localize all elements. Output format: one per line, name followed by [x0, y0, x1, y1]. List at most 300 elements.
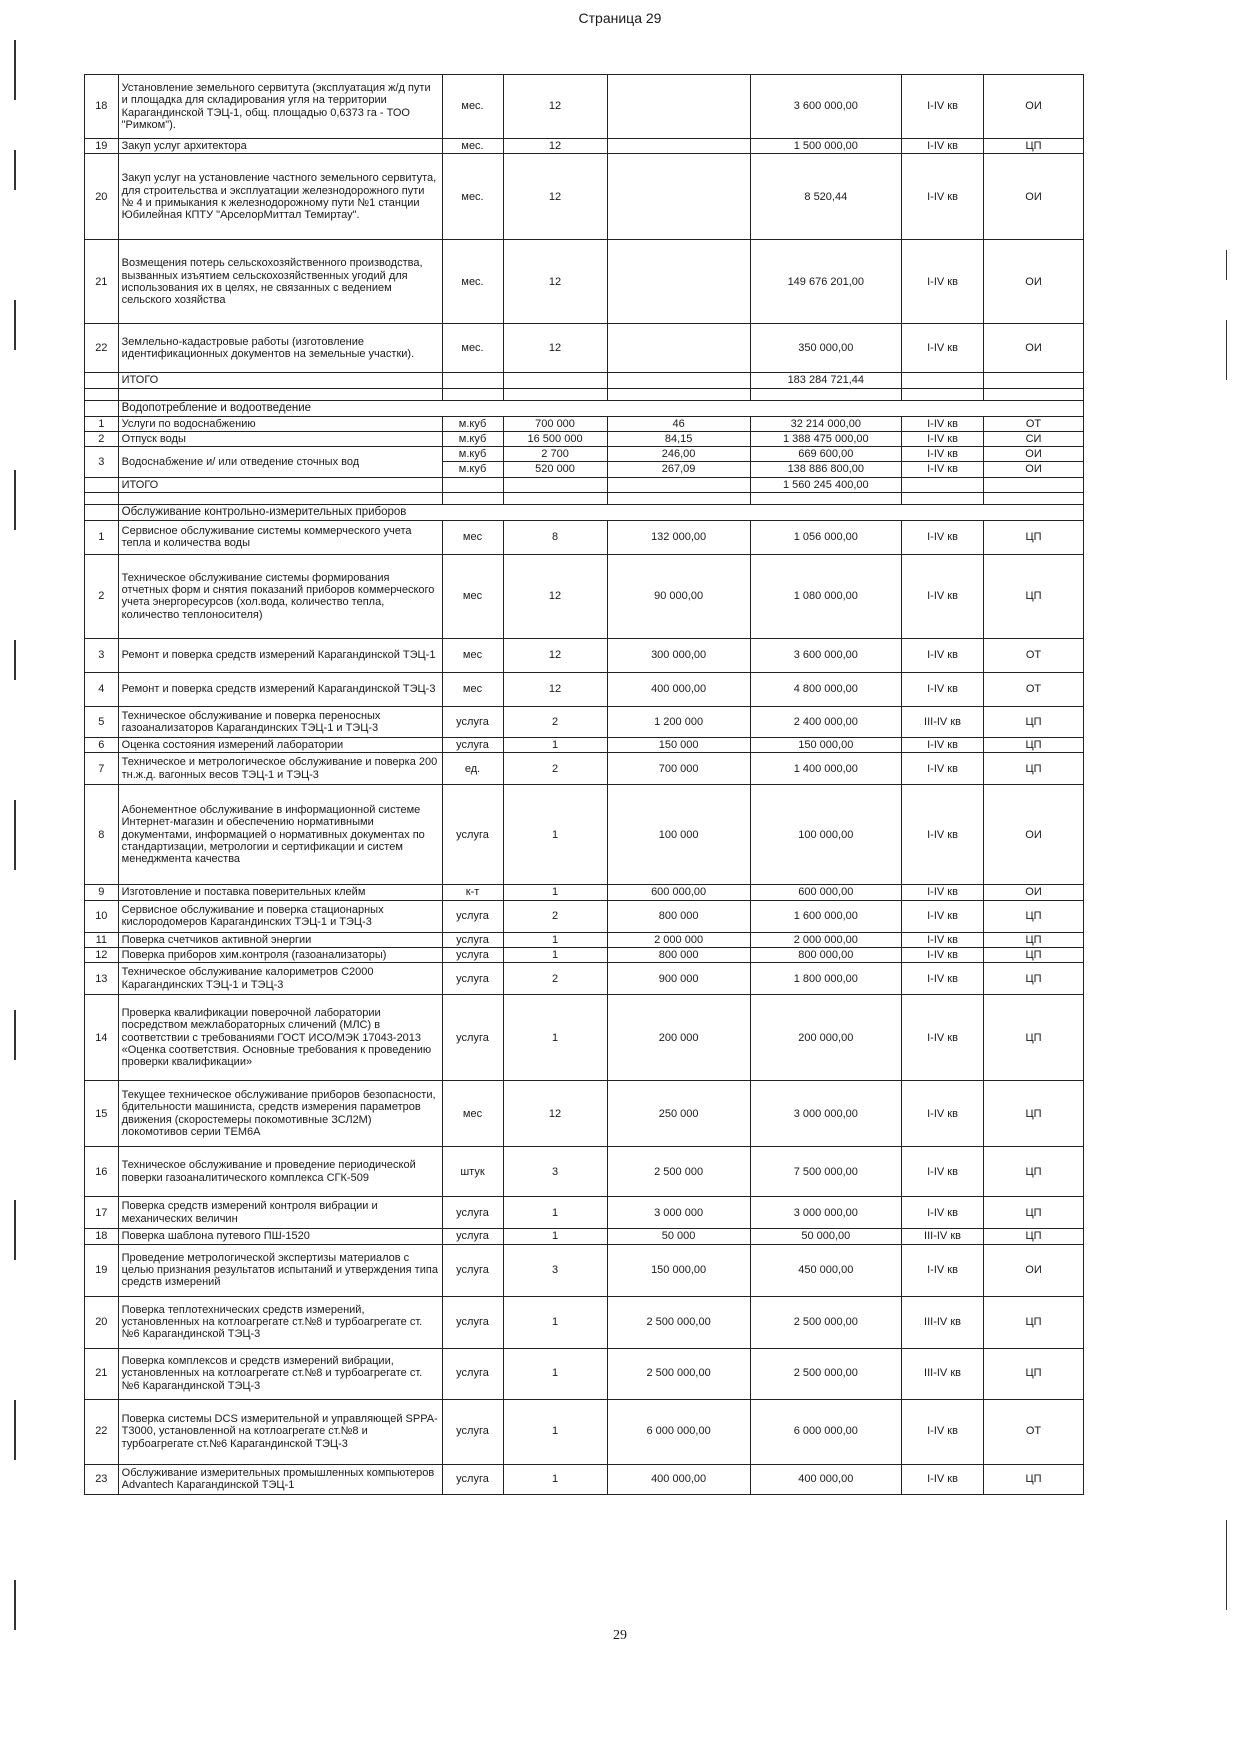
table-row — [85, 947, 1084, 962]
row-sum: 7 500 000,00 — [750, 1147, 901, 1197]
row-number: 18 — [85, 1229, 119, 1244]
row-unit: мес — [442, 638, 503, 672]
row-type: ЦП — [984, 139, 1084, 154]
row-sum: 200 000,00 — [750, 995, 901, 1081]
row-period: I-IV кв — [902, 520, 984, 554]
row-quantity: 520 000 — [503, 462, 607, 477]
row-number: 14 — [85, 995, 119, 1081]
row-quantity: 700 000 — [503, 416, 607, 431]
scan-margin-mark — [1226, 320, 1227, 380]
row-period: I-IV кв — [902, 932, 984, 947]
row-sum: 6 000 000,00 — [750, 1399, 901, 1464]
row-unit: услуга — [442, 1296, 503, 1348]
row-type: ЦП — [984, 1229, 1084, 1244]
table-row — [85, 447, 1084, 462]
row-period — [902, 477, 984, 492]
row-price: 900 000 — [607, 963, 750, 995]
row-type: ЦП — [984, 520, 1084, 554]
row-sum: 2 400 000,00 — [750, 706, 901, 737]
row-period: III-IV кв — [902, 1296, 984, 1348]
table-row — [85, 416, 1084, 431]
row-number: 5 — [85, 706, 119, 737]
row-type: ОИ — [984, 240, 1084, 324]
row-sum: 350 000,00 — [750, 324, 901, 373]
row-type: ЦП — [984, 1147, 1084, 1197]
row-price — [607, 240, 750, 324]
row-name: Изготовление и поставка поверительных клейм — [118, 885, 442, 900]
row-price: 246,00 — [607, 447, 750, 462]
table-row — [85, 240, 1084, 324]
row-price: 200 000 — [607, 995, 750, 1081]
row-unit: к-т — [442, 885, 503, 900]
row-name: Техническое обслуживание и проведение периодической поверки газоаналитического комплекса СГК-509 — [118, 1147, 442, 1197]
table-row — [85, 520, 1084, 554]
row-quantity: 12 — [503, 638, 607, 672]
section-header-row — [85, 400, 1084, 416]
row-type: ОИ — [984, 462, 1084, 477]
spacer-row — [85, 493, 1084, 505]
row-quantity: 12 — [503, 240, 607, 324]
row-type: ЦП — [984, 963, 1084, 995]
row-quantity: 1 — [503, 995, 607, 1081]
row-period: I-IV кв — [902, 462, 984, 477]
row-period: III-IV кв — [902, 1229, 984, 1244]
row-type: ЦП — [984, 1348, 1084, 1399]
row-price: 700 000 — [607, 753, 750, 785]
row-sum: 1 500 000,00 — [750, 139, 901, 154]
table-row — [85, 1197, 1084, 1229]
row-unit: услуга — [442, 1244, 503, 1296]
table-row — [85, 1147, 1084, 1197]
row-name: Абонементное обслуживание в информационной системе Интернет-магазин и обеспечению нормативными документами, информацией о нормативных документах по стандартизации, метрологии и сертификации и систем менеджмента качества — [118, 785, 442, 885]
row-quantity: 2 700 — [503, 447, 607, 462]
row-price: 150 000 — [607, 737, 750, 752]
table-row — [85, 1296, 1084, 1348]
row-period: I-IV кв — [902, 416, 984, 431]
row-number: 12 — [85, 947, 119, 962]
row-type: ОТ — [984, 672, 1084, 706]
table-row — [85, 139, 1084, 154]
row-period: I-IV кв — [902, 885, 984, 900]
row-type: ОИ — [984, 324, 1084, 373]
row-type: ЦП — [984, 1081, 1084, 1147]
row-number: 7 — [85, 753, 119, 785]
row-unit: услуга — [442, 900, 503, 932]
row-unit: мес — [442, 1081, 503, 1147]
row-quantity: 3 — [503, 1244, 607, 1296]
row-sum: 3 000 000,00 — [750, 1081, 901, 1147]
section-title: Обслуживание контрольно-измерительных приборов — [118, 505, 1083, 521]
table-row — [85, 75, 1084, 139]
row-sum: 138 886 800,00 — [750, 462, 901, 477]
row-price: 6 000 000,00 — [607, 1399, 750, 1464]
row-price: 90 000,00 — [607, 554, 750, 638]
row-name: Проведение метрологической экспертизы материалов с целью признания результатов испытаний и утверждения типа средств измерений — [118, 1244, 442, 1296]
row-unit: услуга — [442, 1399, 503, 1464]
page-header: Страница 29 — [578, 10, 662, 26]
row-sum: 150 000,00 — [750, 737, 901, 752]
row-price — [607, 373, 750, 388]
row-period: I-IV кв — [902, 672, 984, 706]
row-price: 1 200 000 — [607, 706, 750, 737]
row-name: Техническое и метрологическое обслуживание и поверка 200 тн.ж.д. вагонных весов ТЭЦ-1 и ТЭЦ-3 — [118, 753, 442, 785]
row-quantity: 1 — [503, 932, 607, 947]
row-unit — [442, 373, 503, 388]
row-quantity: 1 — [503, 1464, 607, 1494]
row-type: ОИ — [984, 885, 1084, 900]
row-number: 2 — [85, 554, 119, 638]
row-name: Поверка теплотехнических средств измерений, установленных на котлоагрегате ст.№8 и турбоагрегате ст.№6 Карагандинской ТЭЦ-3 — [118, 1296, 442, 1348]
row-period: I-IV кв — [902, 947, 984, 962]
row-unit: услуга — [442, 963, 503, 995]
row-sum: 149 676 201,00 — [750, 240, 901, 324]
row-period: I-IV кв — [902, 995, 984, 1081]
row-number: 13 — [85, 963, 119, 995]
row-quantity: 1 — [503, 737, 607, 752]
row-period — [902, 373, 984, 388]
row-name: ИТОГО — [118, 373, 442, 388]
row-price — [607, 154, 750, 240]
row-sum: 3 600 000,00 — [750, 75, 901, 139]
row-number: 20 — [85, 1296, 119, 1348]
scan-margin-mark — [14, 470, 16, 530]
row-quantity: 1 — [503, 1197, 607, 1229]
table-row — [85, 885, 1084, 900]
row-price: 46 — [607, 416, 750, 431]
row-unit: мес — [442, 520, 503, 554]
row-quantity: 12 — [503, 324, 607, 373]
page-number: 29 — [613, 1628, 627, 1643]
row-price: 2 500 000,00 — [607, 1348, 750, 1399]
row-number: 16 — [85, 1147, 119, 1197]
row-type: ОТ — [984, 416, 1084, 431]
row-name: Сервисное обслуживание системы коммерческого учета тепла и количества воды — [118, 520, 442, 554]
row-quantity: 1 — [503, 947, 607, 962]
row-period: I-IV кв — [902, 1244, 984, 1296]
table-row — [85, 638, 1084, 672]
row-number: 21 — [85, 240, 119, 324]
row-sum: 669 600,00 — [750, 447, 901, 462]
row-number: 23 — [85, 1464, 119, 1494]
row-type: ЦП — [984, 1464, 1084, 1494]
row-quantity — [503, 477, 607, 492]
row-quantity: 2 — [503, 706, 607, 737]
row-number: 10 — [85, 900, 119, 932]
row-quantity: 2 — [503, 963, 607, 995]
row-type: ЦП — [984, 554, 1084, 638]
table-row — [85, 963, 1084, 995]
row-sum: 3 600 000,00 — [750, 638, 901, 672]
table-row — [85, 431, 1084, 446]
row-name: Установление земельного сервитута (эксплуатация ж/д пути и площадка для складирования угля на территории Карагандинской ТЭЦ-1, общ. площадью 0,6373 га - ТОО "Римком"). — [118, 75, 442, 139]
table-row — [85, 324, 1084, 373]
scan-margin-mark — [1226, 250, 1227, 280]
row-name: Техническое обслуживание системы формирования отчетных форм и снятия показаний приборов коммерческого учета энергоресурсов (хол.вода, количество тепла, количество теплоносителя) — [118, 554, 442, 638]
row-quantity: 1 — [503, 1229, 607, 1244]
section-header-row — [85, 505, 1084, 521]
row-number: 22 — [85, 1399, 119, 1464]
table-row — [85, 1348, 1084, 1399]
row-unit: услуга — [442, 1229, 503, 1244]
row-price: 50 000 — [607, 1229, 750, 1244]
row-price: 3 000 000 — [607, 1197, 750, 1229]
row-unit: мес — [442, 672, 503, 706]
row-period: III-IV кв — [902, 706, 984, 737]
row-period: III-IV кв — [902, 1348, 984, 1399]
row-number: 17 — [85, 1197, 119, 1229]
row-name: Землельно-кадастровые работы (изготовление идентификационных документов на земельные участки). — [118, 324, 442, 373]
row-number: 3 — [85, 447, 119, 478]
row-unit: услуга — [442, 1197, 503, 1229]
row-unit: м.куб — [442, 447, 503, 462]
row-unit: мес. — [442, 154, 503, 240]
row-name: Ремонт и поверка средств измерений Карагандинской ТЭЦ-3 — [118, 672, 442, 706]
row-number: 22 — [85, 324, 119, 373]
row-price: 84,15 — [607, 431, 750, 446]
row-price — [607, 139, 750, 154]
row-price: 267,09 — [607, 462, 750, 477]
row-quantity: 12 — [503, 672, 607, 706]
row-unit: услуга — [442, 737, 503, 752]
procurement-table — [84, 74, 1084, 1495]
row-unit: услуга — [442, 947, 503, 962]
row-sum: 1 600 000,00 — [750, 900, 901, 932]
row-type: ЦП — [984, 1296, 1084, 1348]
row-number: 18 — [85, 75, 119, 139]
row-sum: 50 000,00 — [750, 1229, 901, 1244]
row-type: ОИ — [984, 154, 1084, 240]
row-quantity: 12 — [503, 554, 607, 638]
total-row — [85, 373, 1084, 388]
total-row — [85, 477, 1084, 492]
row-sum: 1 388 475 000,00 — [750, 431, 901, 446]
row-unit: м.куб — [442, 431, 503, 446]
row-number — [85, 373, 119, 388]
spacer-row — [85, 388, 1084, 400]
scan-margin-mark — [1226, 1520, 1227, 1610]
row-sum: 1 056 000,00 — [750, 520, 901, 554]
row-type — [984, 373, 1084, 388]
row-unit: ед. — [442, 753, 503, 785]
row-period: I-IV кв — [902, 554, 984, 638]
row-unit: услуга — [442, 932, 503, 947]
row-name: Обслуживание измерительных промышленных компьютеров Advantech Карагандинской ТЭЦ-1 — [118, 1464, 442, 1494]
row-quantity: 2 — [503, 753, 607, 785]
row-number: 3 — [85, 638, 119, 672]
row-period: I-IV кв — [902, 737, 984, 752]
row-unit: м.куб — [442, 416, 503, 431]
row-price: 250 000 — [607, 1081, 750, 1147]
row-price: 132 000,00 — [607, 520, 750, 554]
row-number: 21 — [85, 1348, 119, 1399]
row-unit: мес. — [442, 240, 503, 324]
row-sum: 32 214 000,00 — [750, 416, 901, 431]
row-number: 11 — [85, 932, 119, 947]
row-sum: 4 800 000,00 — [750, 672, 901, 706]
row-period: I-IV кв — [902, 1399, 984, 1464]
row-type: ОИ — [984, 75, 1084, 139]
row-number: 2 — [85, 431, 119, 446]
row-name: Поверка комплексов и средств измерений вибрации, установленных на котлоагрегате ст.№8 и турбоагрегате ст.№6 Карагандинской ТЭЦ-3 — [118, 1348, 442, 1399]
row-unit: мес. — [442, 139, 503, 154]
row-type: ЦП — [984, 932, 1084, 947]
row-unit: штук — [442, 1147, 503, 1197]
table-row — [85, 995, 1084, 1081]
scan-margin-mark — [14, 800, 16, 870]
row-period: I-IV кв — [902, 900, 984, 932]
table-row — [85, 785, 1084, 885]
row-period: I-IV кв — [902, 75, 984, 139]
row-price: 800 000 — [607, 947, 750, 962]
row-period: I-IV кв — [902, 638, 984, 672]
row-name: Текущее техническое обслуживание приборов безопасности, бдительности машиниста, средств измерения параметров движения (скоростемеры покомотивные ЗСЛ2М) локомотивов серии ТЕМ6А — [118, 1081, 442, 1147]
scan-margin-mark — [14, 1010, 16, 1060]
row-sum: 3 000 000,00 — [750, 1197, 901, 1229]
row-period: I-IV кв — [902, 1464, 984, 1494]
row-name: Водоснабжение и/ или отведение сточных вод — [118, 447, 442, 478]
row-quantity: 1 — [503, 885, 607, 900]
row-number: 19 — [85, 1244, 119, 1296]
row-unit: услуга — [442, 1464, 503, 1494]
row-period: I-IV кв — [902, 785, 984, 885]
row-number: 9 — [85, 885, 119, 900]
row-price: 100 000 — [607, 785, 750, 885]
row-type: ЦП — [984, 1197, 1084, 1229]
row-period: I-IV кв — [902, 1147, 984, 1197]
row-period: I-IV кв — [902, 963, 984, 995]
row-type: ЦП — [984, 947, 1084, 962]
row-name: Ремонт и поверка средств измерений Карагандинской ТЭЦ-1 — [118, 638, 442, 672]
row-name: Закуп услуг архитектора — [118, 139, 442, 154]
row-type: ОИ — [984, 447, 1084, 462]
table-row — [85, 1081, 1084, 1147]
row-name: Оценка состояния измерений лаборатории — [118, 737, 442, 752]
row-period: I-IV кв — [902, 447, 984, 462]
row-type: СИ — [984, 431, 1084, 446]
row-number — [85, 477, 119, 492]
row-unit: услуга — [442, 706, 503, 737]
row-number: 1 — [85, 520, 119, 554]
row-quantity: 3 — [503, 1147, 607, 1197]
row-quantity: 2 — [503, 900, 607, 932]
scan-margin-mark — [14, 40, 16, 100]
table-row — [85, 1399, 1084, 1464]
row-type: ЦП — [984, 900, 1084, 932]
row-quantity: 12 — [503, 154, 607, 240]
row-name: Возмещения потерь сельскохозяйственного производства, вызванных изъятием сельскохозяйственных угодий для использования их в целях, не связанных с ведением сельского хозяйства — [118, 240, 442, 324]
row-number: 6 — [85, 737, 119, 752]
row-unit: услуга — [442, 1348, 503, 1399]
scan-margin-mark — [14, 640, 16, 680]
row-period: I-IV кв — [902, 139, 984, 154]
row-unit: мес. — [442, 324, 503, 373]
row-price: 300 000,00 — [607, 638, 750, 672]
row-period: I-IV кв — [902, 240, 984, 324]
row-number: 8 — [85, 785, 119, 885]
row-sum: 600 000,00 — [750, 885, 901, 900]
row-name: Поверка системы DCS измерительной и управляющей SPPA-T3000, установленной на котлоагрегате ст.№8 и турбоагрегате ст.№6 Карагандинской ТЭЦ-3 — [118, 1399, 442, 1464]
scan-margin-mark — [14, 1400, 16, 1460]
row-period: I-IV кв — [902, 431, 984, 446]
row-sum: 1 400 000,00 — [750, 753, 901, 785]
row-type: ОИ — [984, 785, 1084, 885]
row-sum: 1 560 245 400,00 — [750, 477, 901, 492]
row-sum: 450 000,00 — [750, 1244, 901, 1296]
row-price: 400 000,00 — [607, 672, 750, 706]
row-number: 4 — [85, 672, 119, 706]
row-price: 150 000,00 — [607, 1244, 750, 1296]
row-price: 2 000 000 — [607, 932, 750, 947]
row-period: I-IV кв — [902, 154, 984, 240]
row-price: 800 000 — [607, 900, 750, 932]
row-type: ЦП — [984, 706, 1084, 737]
row-unit: услуга — [442, 785, 503, 885]
row-price — [607, 324, 750, 373]
table-row — [85, 1464, 1084, 1494]
row-quantity: 1 — [503, 1348, 607, 1399]
table-row — [85, 672, 1084, 706]
row-name: ИТОГО — [118, 477, 442, 492]
row-name: Услуги по водоснабжению — [118, 416, 442, 431]
row-quantity: 12 — [503, 75, 607, 139]
row-type: ОТ — [984, 1399, 1084, 1464]
row-name: Отпуск воды — [118, 431, 442, 446]
row-sum: 2 500 000,00 — [750, 1296, 901, 1348]
table-row — [85, 900, 1084, 932]
table-row — [85, 154, 1084, 240]
row-price — [607, 477, 750, 492]
row-quantity: 8 — [503, 520, 607, 554]
row-period: I-IV кв — [902, 324, 984, 373]
row-sum: 800 000,00 — [750, 947, 901, 962]
row-price: 2 500 000 — [607, 1147, 750, 1197]
row-name: Сервисное обслуживание и поверка стационарных кислородомеров Карагандинских ТЭЦ-1 и ТЭЦ-3 — [118, 900, 442, 932]
row-name: Проверка квалификации поверочной лаборатории посредством межлабораторных сличений (МЛС) в соответствии с требованиями ГОСТ ИСО/МЭК 17043-2013 «Оценка соответствия. Основные требования к проведению проверки квалификации» — [118, 995, 442, 1081]
table-row — [85, 554, 1084, 638]
row-unit — [442, 477, 503, 492]
scan-margin-mark — [14, 300, 16, 350]
row-type: ЦП — [984, 737, 1084, 752]
table-row — [85, 753, 1084, 785]
row-quantity: 1 — [503, 1399, 607, 1464]
table-row — [85, 1244, 1084, 1296]
row-number: 19 — [85, 139, 119, 154]
row-name: Поверка счетчиков активной энергии — [118, 932, 442, 947]
row-name: Поверка средств измерений контроля вибрации и механических величин — [118, 1197, 442, 1229]
row-type: ЦП — [984, 995, 1084, 1081]
row-quantity: 1 — [503, 785, 607, 885]
row-period: I-IV кв — [902, 1081, 984, 1147]
row-price — [607, 75, 750, 139]
row-type: ОИ — [984, 1244, 1084, 1296]
row-name: Техническое обслуживание калориметров С2000 Карагандинских ТЭЦ-1 и ТЭЦ-3 — [118, 963, 442, 995]
row-sum: 8 520,44 — [750, 154, 901, 240]
row-sum: 2 500 000,00 — [750, 1348, 901, 1399]
row-number: 20 — [85, 154, 119, 240]
row-name: Поверка приборов хим.контроля (газоанализаторы) — [118, 947, 442, 962]
row-quantity: 1 — [503, 1296, 607, 1348]
table-row — [85, 706, 1084, 737]
row-name: Поверка шаблона путевого ПШ-1520 — [118, 1229, 442, 1244]
row-type: ОТ — [984, 638, 1084, 672]
row-period: I-IV кв — [902, 1197, 984, 1229]
table-row — [85, 932, 1084, 947]
scan-margin-mark — [14, 1200, 16, 1260]
row-price: 400 000,00 — [607, 1464, 750, 1494]
row-quantity — [503, 373, 607, 388]
scan-margin-mark — [14, 1580, 16, 1630]
row-unit: услуга — [442, 995, 503, 1081]
